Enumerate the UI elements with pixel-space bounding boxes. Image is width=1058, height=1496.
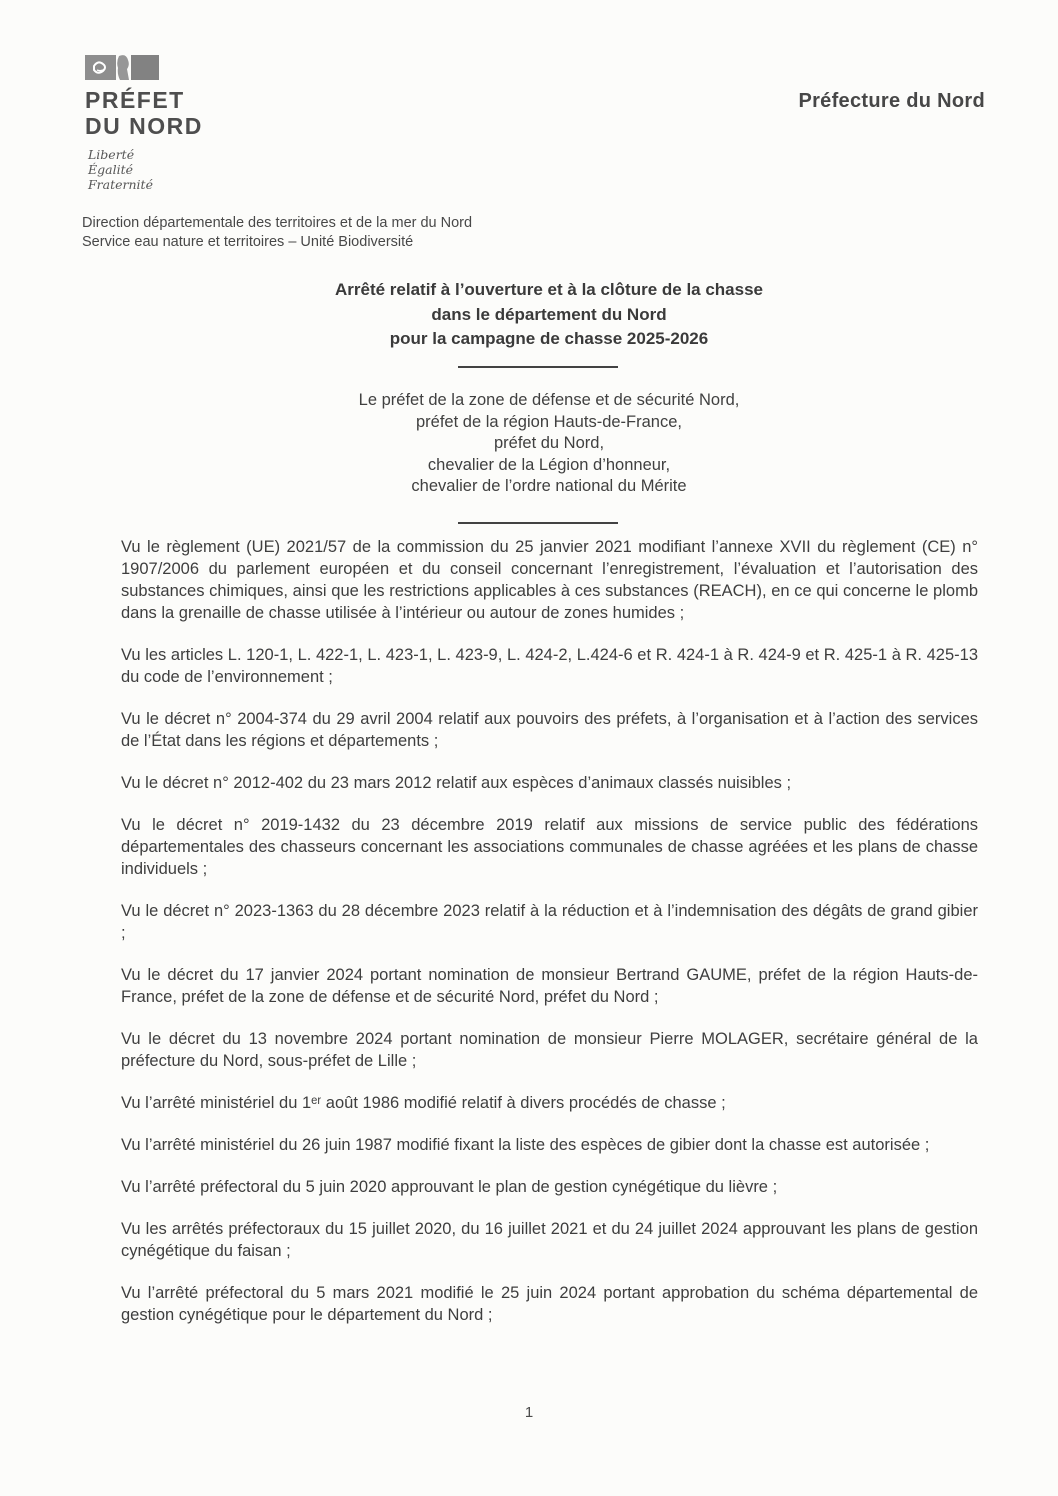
recital-paragraph-12: Vu les arrêtés préfectoraux du 15 juillet 2020, du 16 juillet 2021 et du 24 juillet 2024 approuvant les plans de gestion cynégétique du faisan ; — [121, 1220, 978, 1260]
authority-line-4: chevalier de la Légion d’honneur, — [427, 455, 671, 474]
page-number: 1 — [524, 1404, 534, 1421]
prefecture-title: Préfecture du Nord — [798, 90, 985, 112]
separator-rule-top — [458, 366, 618, 368]
recitals-section — [121, 536, 978, 1346]
authority-line-5: chevalier de l’ordre national du Mérite — [411, 477, 687, 495]
recital-paragraph-5: Vu le décret n° 2019-1432 du 23 décembre 2019 relatif aux missions de service public des fédérations départementales des chasseurs concernant les associations communales de chasse agréées et les plans de chasse individuels ; — [121, 816, 978, 878]
logo-motto — [88, 147, 203, 192]
recital-paragraph-4: Vu le décret n° 2012-402 du 23 mars 2012 relatif aux espèces d’animaux classés nuisibles ; — [121, 774, 792, 792]
recital-paragraph-9: Vu l’arrêté ministériel du 1ᵉʳ août 1986 modifié relatif à divers procédés de chasse ; — [121, 1094, 726, 1112]
service-block — [82, 214, 472, 251]
authority-line-3: préfet du Nord, — [493, 434, 605, 452]
service-line-unite: Service eau nature et territoires – Unité Biodiversité — [82, 233, 414, 250]
document-title-line2: dans le département du Nord — [431, 304, 667, 324]
document-title-line1: Arrêté relatif à l’ouverture et à la clôture de la chasse — [334, 280, 763, 299]
authority-line-1: Le préfet de la zone de défense et de sécurité Nord, — [358, 391, 740, 409]
marianne-flag-icon — [85, 54, 159, 82]
motto-liberte: Liberté — [88, 147, 135, 162]
recital-paragraph-8: Vu le décret du 13 novembre 2024 portant nomination de monsieur Pierre MOLAGER, secrétaire général de la préfecture du Nord, sous-préfet de Lille ; — [121, 1030, 978, 1070]
authority-block — [120, 390, 978, 498]
logo-title-line2: DU NORD — [85, 113, 203, 139]
recital-paragraph-7: Vu le décret du 17 janvier 2024 portant nomination de monsieur Bertrand GAUME, préfet de la région Hauts-de-France, préfet de la zone de défense et de sécurité Nord, préfet du Nord ; — [121, 966, 978, 1006]
document-title — [120, 278, 978, 352]
recital-paragraph-2: Vu les articles L. 120-1, L. 422-1, L. 423-1, L. 423-9, L. 424-2, L.424-6 et R. 424-1 à R. 424-9 et R. 425-1 à R. 425-13 du code de l’environnement ; — [121, 646, 978, 686]
recital-paragraph-11: Vu l’arrêté préfectoral du 5 juin 2020 approuvant le plan de gestion cynégétique du lièvre ; — [121, 1178, 778, 1196]
motto-fraternite: Fraternité — [88, 177, 153, 192]
document-title-line3: pour la campagne de chasse 2025-2026 — [389, 329, 709, 348]
recital-paragraph-3: Vu le décret n° 2004-374 du 29 avril 2004 relatif aux pouvoirs des préfets, à l’organisation et à l’action des services de l’État dans les régions et départements ; — [121, 710, 978, 750]
recital-paragraph-13: Vu l’arrêté préfectoral du 5 mars 2021 modifié le 25 juin 2024 portant approbation du schéma départemental de gestion cynégétique pour le département du Nord ; — [121, 1284, 978, 1324]
recital-paragraph-10: Vu l’arrêté ministériel du 26 juin 1987 modifié fixant la liste des espèces de gibier dont la chasse est autorisée ; — [121, 1136, 930, 1154]
service-line-direction: Direction départementale des territoires et de la mer du Nord — [82, 215, 473, 231]
recital-paragraph-6: Vu le décret n° 2023-1363 du 28 décembre 2023 relatif à la réduction et à l’indemnisation des dégâts de grand gibier ; — [121, 902, 978, 942]
authority-line-2: préfet de la région Hauts-de-France, — [416, 412, 682, 431]
separator-rule-bottom — [458, 522, 618, 524]
logo-title-line1: PRÉFET — [85, 87, 185, 113]
prefet-logo-block — [85, 54, 203, 192]
recital-paragraph-1: Vu le règlement (UE) 2021/57 de la commission du 25 janvier 2021 modifiant l’annexe XVII du règlement (CE) n° 1907/2006 du parlement européen et du conseil concernant l’enregistrement, l’évaluation et l’autorisation des substances chimiques, ainsi que les restrictions applicables à ces substances (REACH), en ce qui concerne le plomb dans la grenaille de chasse utilisée à l’intérieur ou autour de zones humides ; — [121, 538, 978, 622]
motto-egalite: Égalité — [88, 162, 133, 177]
